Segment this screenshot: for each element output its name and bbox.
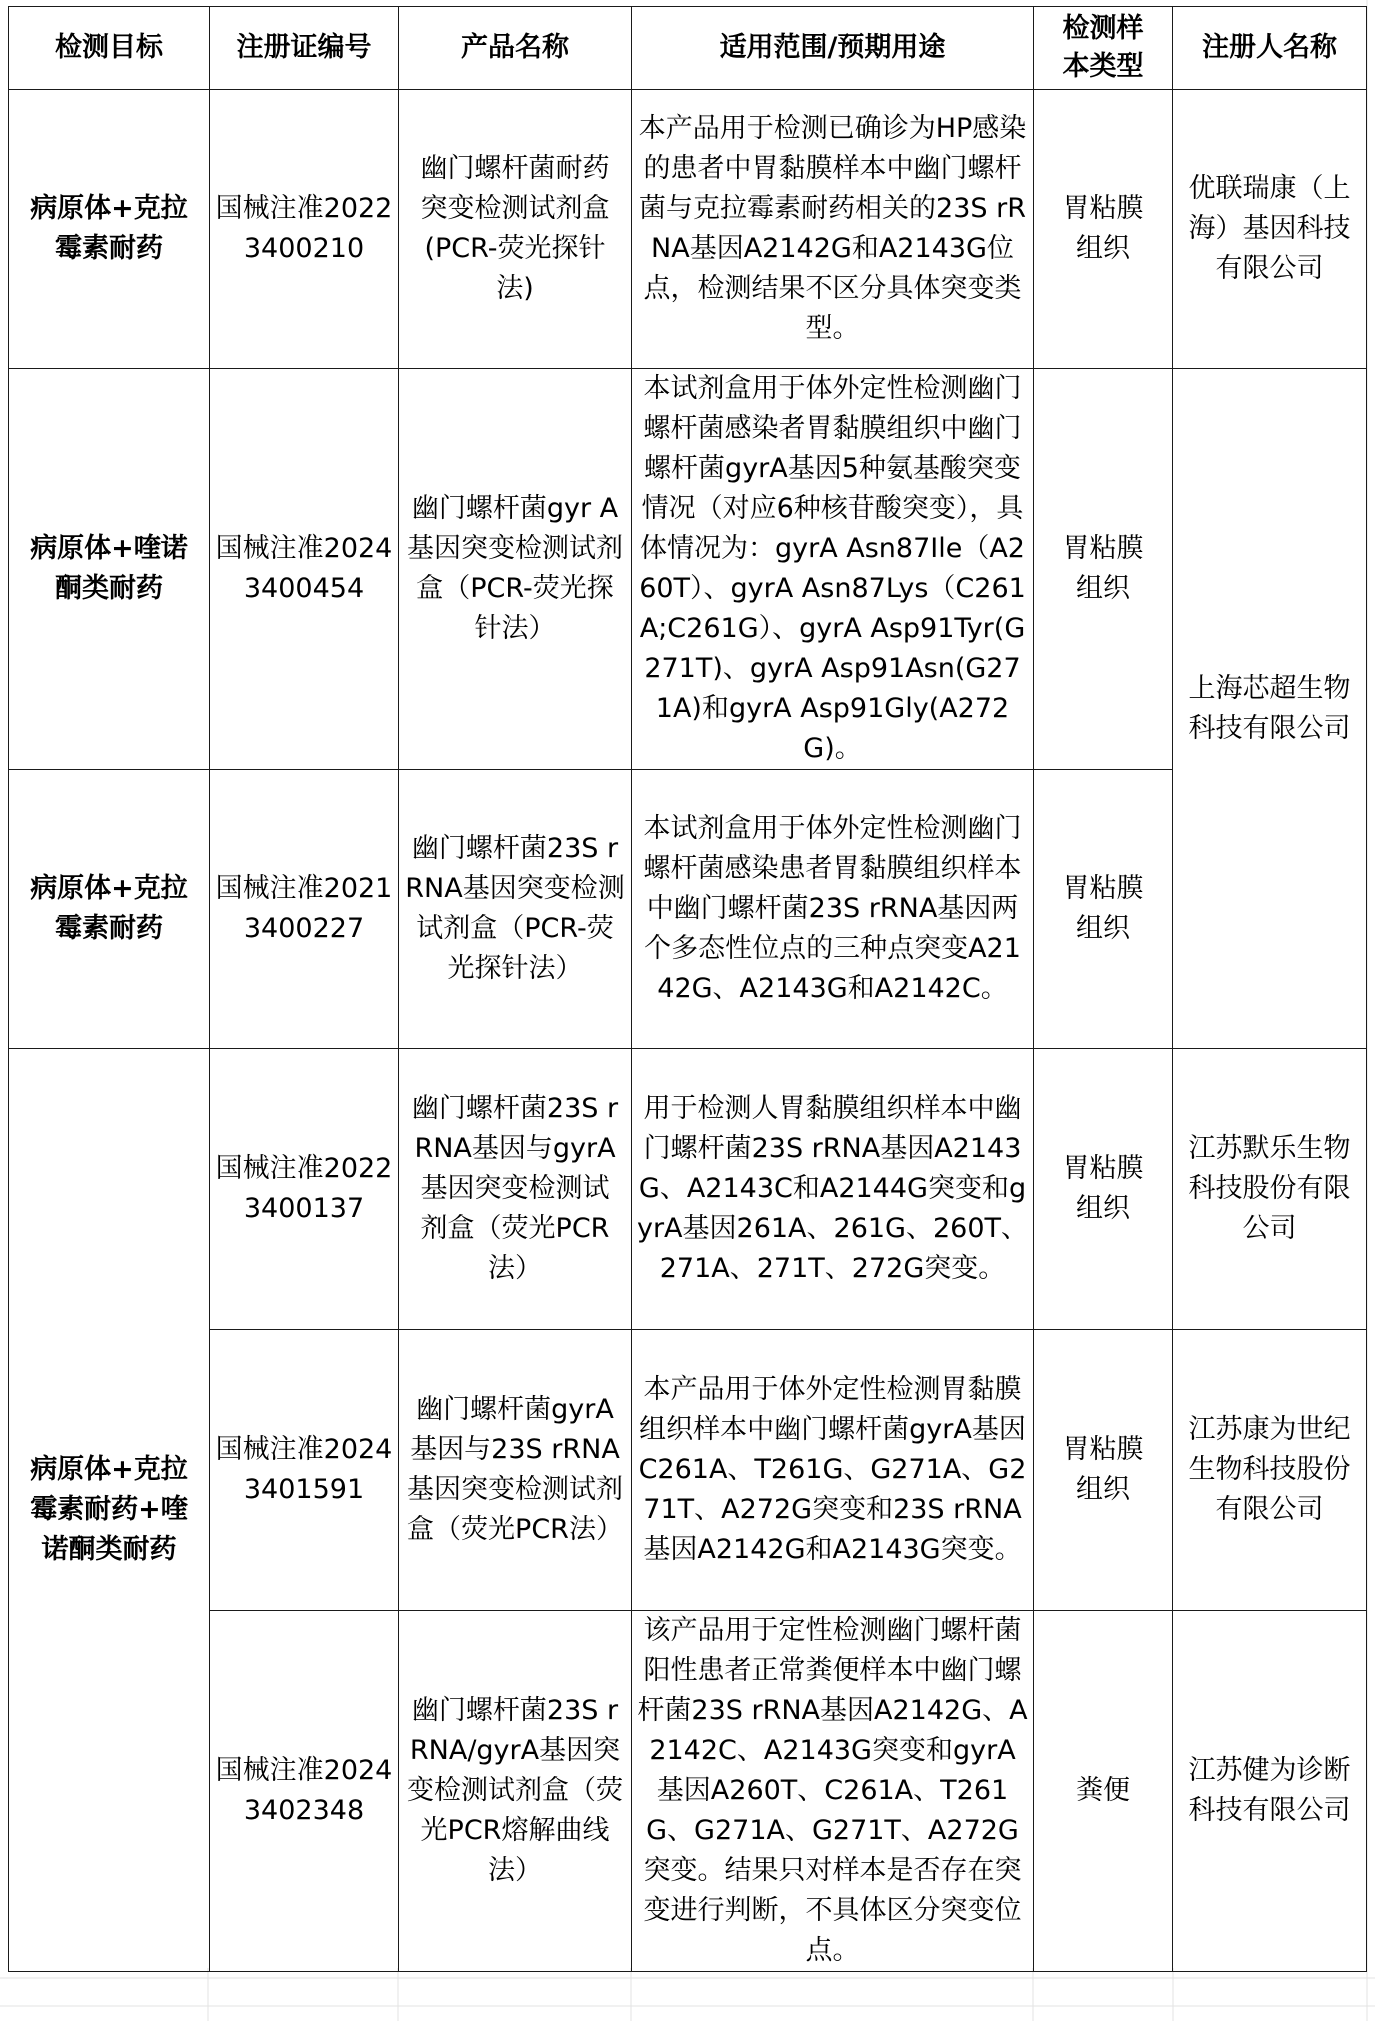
- cell-product: 幽门螺杆菌23S rRNA/gyrA基因突变检测试剂盒（荧光PCR熔解曲线法）: [399, 1611, 632, 1972]
- cell-sample: 胃粘膜组织: [1034, 1330, 1173, 1611]
- cell-reg-no: 国械注准20243400454: [210, 369, 399, 770]
- table-row: [9, 770, 1367, 1049]
- cell-scope: 本试剂盒用于体外定性检测幽门螺杆菌感染患者胃黏膜组织样本中幽门螺杆菌23S rRNA基因两个多态性位点的三种点突变A2142G、A2143G和A2142C。: [632, 770, 1034, 1049]
- header-sample: 检测样本类型: [1034, 7, 1173, 90]
- cell-product: 幽门螺杆菌gyr A基因突变检测试剂盒（PCR-荧光探针法）: [399, 369, 632, 770]
- cell-sample: 胃粘膜组织: [1034, 369, 1173, 770]
- cell-reg-no: 国械注准20223400210: [210, 90, 399, 369]
- cell-registrant: 江苏康为世纪生物科技股份有限公司: [1173, 1330, 1367, 1611]
- table-row: [9, 90, 1367, 369]
- header-product: 产品名称: [399, 7, 632, 90]
- registration-table: [8, 6, 1367, 1972]
- cell-reg-no: 国械注准20213400227: [210, 770, 399, 1049]
- cell-target: 病原体+克拉霉素耐药: [9, 770, 210, 1049]
- header-reg-no: 注册证编号: [210, 7, 399, 90]
- cell-registrant: 江苏默乐生物科技股份有限公司: [1173, 1049, 1367, 1330]
- cell-product: 幽门螺杆菌gyrA基因与23S rRNA基因突变检测试剂盒（荧光PCR法）: [399, 1330, 632, 1611]
- cell-target: 病原体+克拉霉素耐药: [9, 90, 210, 369]
- cell-target: 病原体+克拉霉素耐药+喹诺酮类耐药: [9, 1049, 210, 1972]
- cell-registrant: 江苏健为诊断科技有限公司: [1173, 1611, 1367, 1972]
- cell-scope: 本产品用于检测已确诊为HP感染的患者中胃黏膜样本中幽门螺杆菌与克拉霉素耐药相关的23S rRNA基因A2142G和A2143G位点，检测结果不区分具体突变类型。: [632, 90, 1034, 369]
- cell-registrant: 上海芯超生物科技有限公司: [1173, 369, 1367, 1049]
- cell-sample: 胃粘膜组织: [1034, 770, 1173, 1049]
- cell-product: 幽门螺杆菌23S rRNA基因突变检测试剂盒（PCR-荧光探针法）: [399, 770, 632, 1049]
- table-row: [9, 1330, 1367, 1611]
- table-row: [9, 369, 1367, 770]
- cell-product: 幽门螺杆菌耐药突变检测试剂盒(PCR-荧光探针法): [399, 90, 632, 369]
- cell-reg-no: 国械注准20223400137: [210, 1049, 399, 1330]
- cell-scope: 用于检测人胃黏膜组织样本中幽门螺杆菌23S rRNA基因A2143G、A2143C和A2144G突变和gyrA基因261A、261G、260T、271A、271T、272G突变。: [632, 1049, 1034, 1330]
- header-target: 检测目标: [9, 7, 210, 90]
- cell-reg-no: 国械注准20243402348: [210, 1611, 399, 1972]
- table-row: [9, 1611, 1367, 1972]
- header-scope: 适用范围/预期用途: [632, 7, 1034, 90]
- cell-sample: 胃粘膜组织: [1034, 90, 1173, 369]
- cell-scope: 本试剂盒用于体外定性检测幽门螺杆菌感染者胃黏膜组织中幽门螺杆菌gyrA基因5种氨基酸突变情况（对应6种核苷酸突变），具体情况为：gyrA Asn87Ile（A260T）、gyrA Asn87Lys（C261A;C261G）、gyrA Asp91Tyr(G271T)、gyrA Asp91Asn(G271A)和gyrA Asp91Gly(A272G)。: [632, 369, 1034, 770]
- cell-reg-no: 国械注准20243401591: [210, 1330, 399, 1611]
- cell-registrant: 优联瑞康（上海）基因科技有限公司: [1173, 90, 1367, 369]
- header-registrant: 注册人名称: [1173, 7, 1367, 90]
- cell-sample: 粪便: [1034, 1611, 1173, 1972]
- cell-scope: 该产品用于定性检测幽门螺杆菌阳性患者正常粪便样本中幽门螺杆菌23S rRNA基因A2142G、A2142C、A2143G突变和gyrA基因A260T、C261A、T261G、G271A、G271T、A272G突变。结果只对样本是否存在突变进行判断，不具体区分突变位点。: [632, 1611, 1034, 1972]
- cell-sample: 胃粘膜组织: [1034, 1049, 1173, 1330]
- table-row: [9, 1049, 1367, 1330]
- cell-product: 幽门螺杆菌23S rRNA基因与gyrA基因突变检测试剂盒（荧光PCR法）: [399, 1049, 632, 1330]
- cell-scope: 本产品用于体外定性检测胃黏膜组织样本中幽门螺杆菌gyrA基因C261A、T261G、G271A、G271T、A272G突变和23S rRNA基因A2142G和A2143G突变。: [632, 1330, 1034, 1611]
- header-row: [9, 7, 1367, 90]
- cell-target: 病原体+喹诺酮类耐药: [9, 369, 210, 770]
